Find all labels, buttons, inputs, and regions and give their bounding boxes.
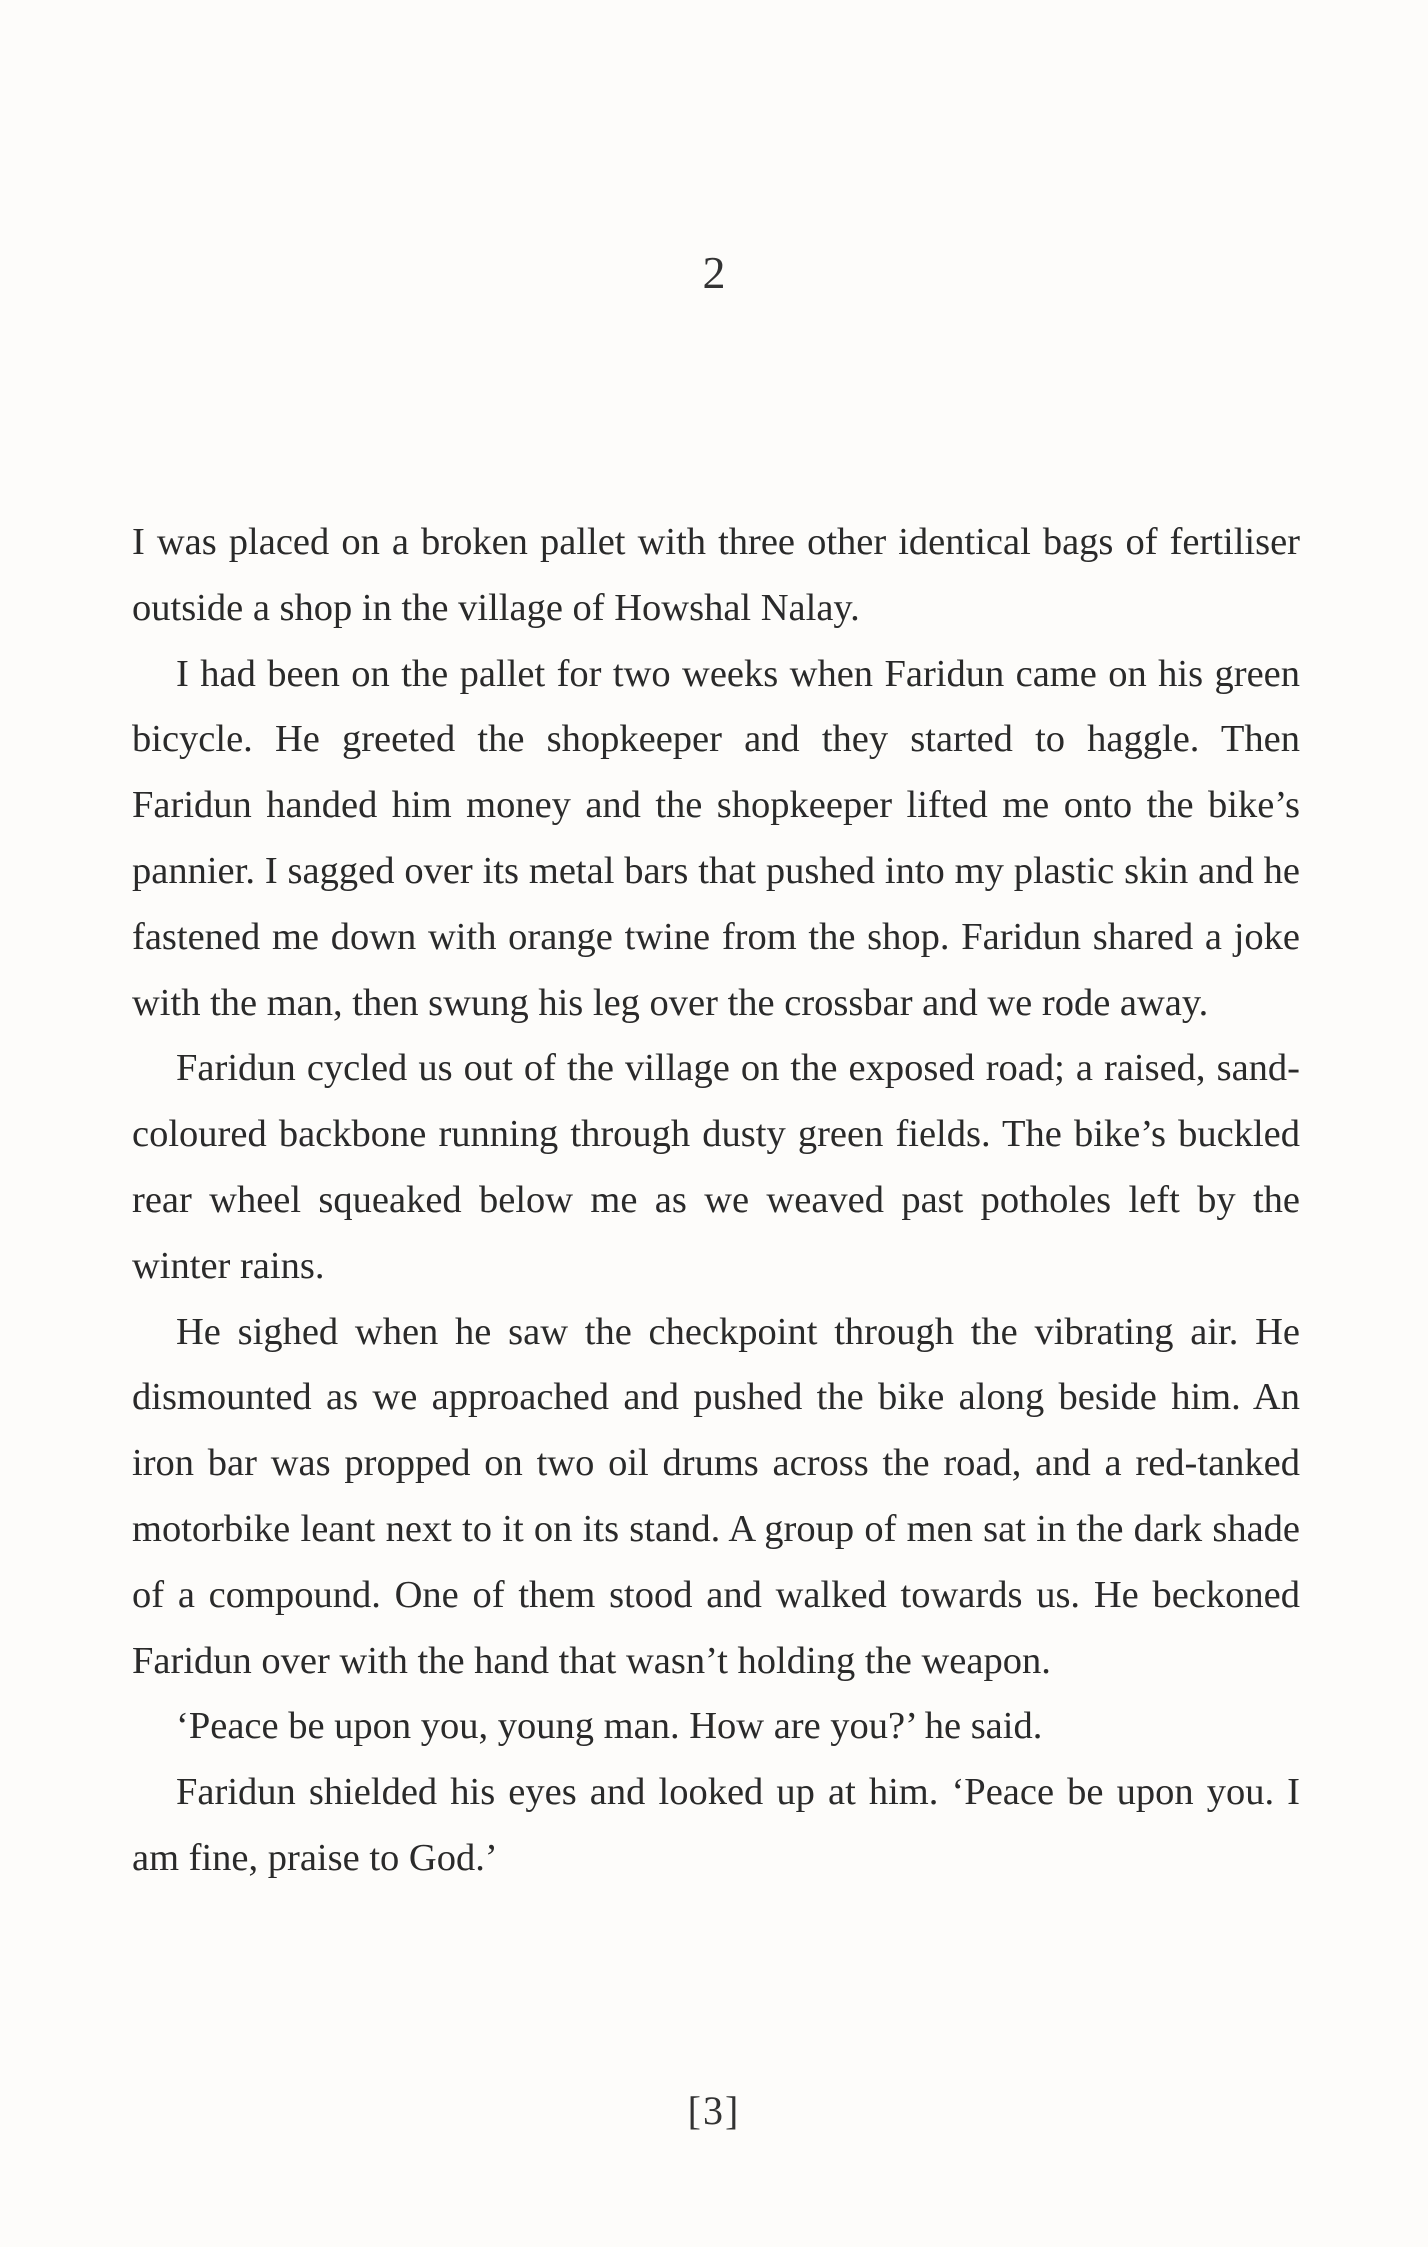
chapter-number: 2 (702, 247, 726, 298)
body-text (132, 510, 1300, 1892)
paragraph: He sighed when he saw the checkpoint through the vibrating air. He dismounted as we approached and pushed the bike along beside him. An iron bar was propped on two oil drums across the road, and a red-tanked motorbike leant next to it on its stand. A group of men sat in the dark shade of a compound. One of them stood and walked towards us. He beckoned Faridun over with the hand that wasn’t holding the weapon. (132, 1310, 1300, 1682)
paragraph: ‘Peace be upon you, young man. How are you?’ he said. (176, 1705, 1043, 1748)
paragraph: Faridun shielded his eyes and looked up at him. ‘Peace be upon you. I am fine, praise to God.’ (132, 1771, 1300, 1879)
page-number: [3] (687, 2088, 741, 2133)
paragraph: Faridun cycled us out of the village on the exposed road; a raised, sand-coloured backbone running through dusty green fields. The bike’s buckled rear wheel squeaked below me as we weaved past potholes left by the winter rains. (132, 1047, 1300, 1287)
paragraph: I had been on the pallet for two weeks when Faridun came on his green bicycle. He greeted the shopkeeper and they started to haggle. Then Faridun handed him money and the shopkeeper lifted me onto the bike’s pannier. I sagged over its metal bars that pushed into my plastic skin and he fastened me down with orange twine from the shop. Faridun shared a joke with the man, then swung his leg over the crossbar and we rode away. (132, 652, 1300, 1024)
paragraph: I was placed on a broken pallet with three other identical bags of fertiliser outside a shop in the village of Howshal Nalay. (132, 521, 1300, 629)
